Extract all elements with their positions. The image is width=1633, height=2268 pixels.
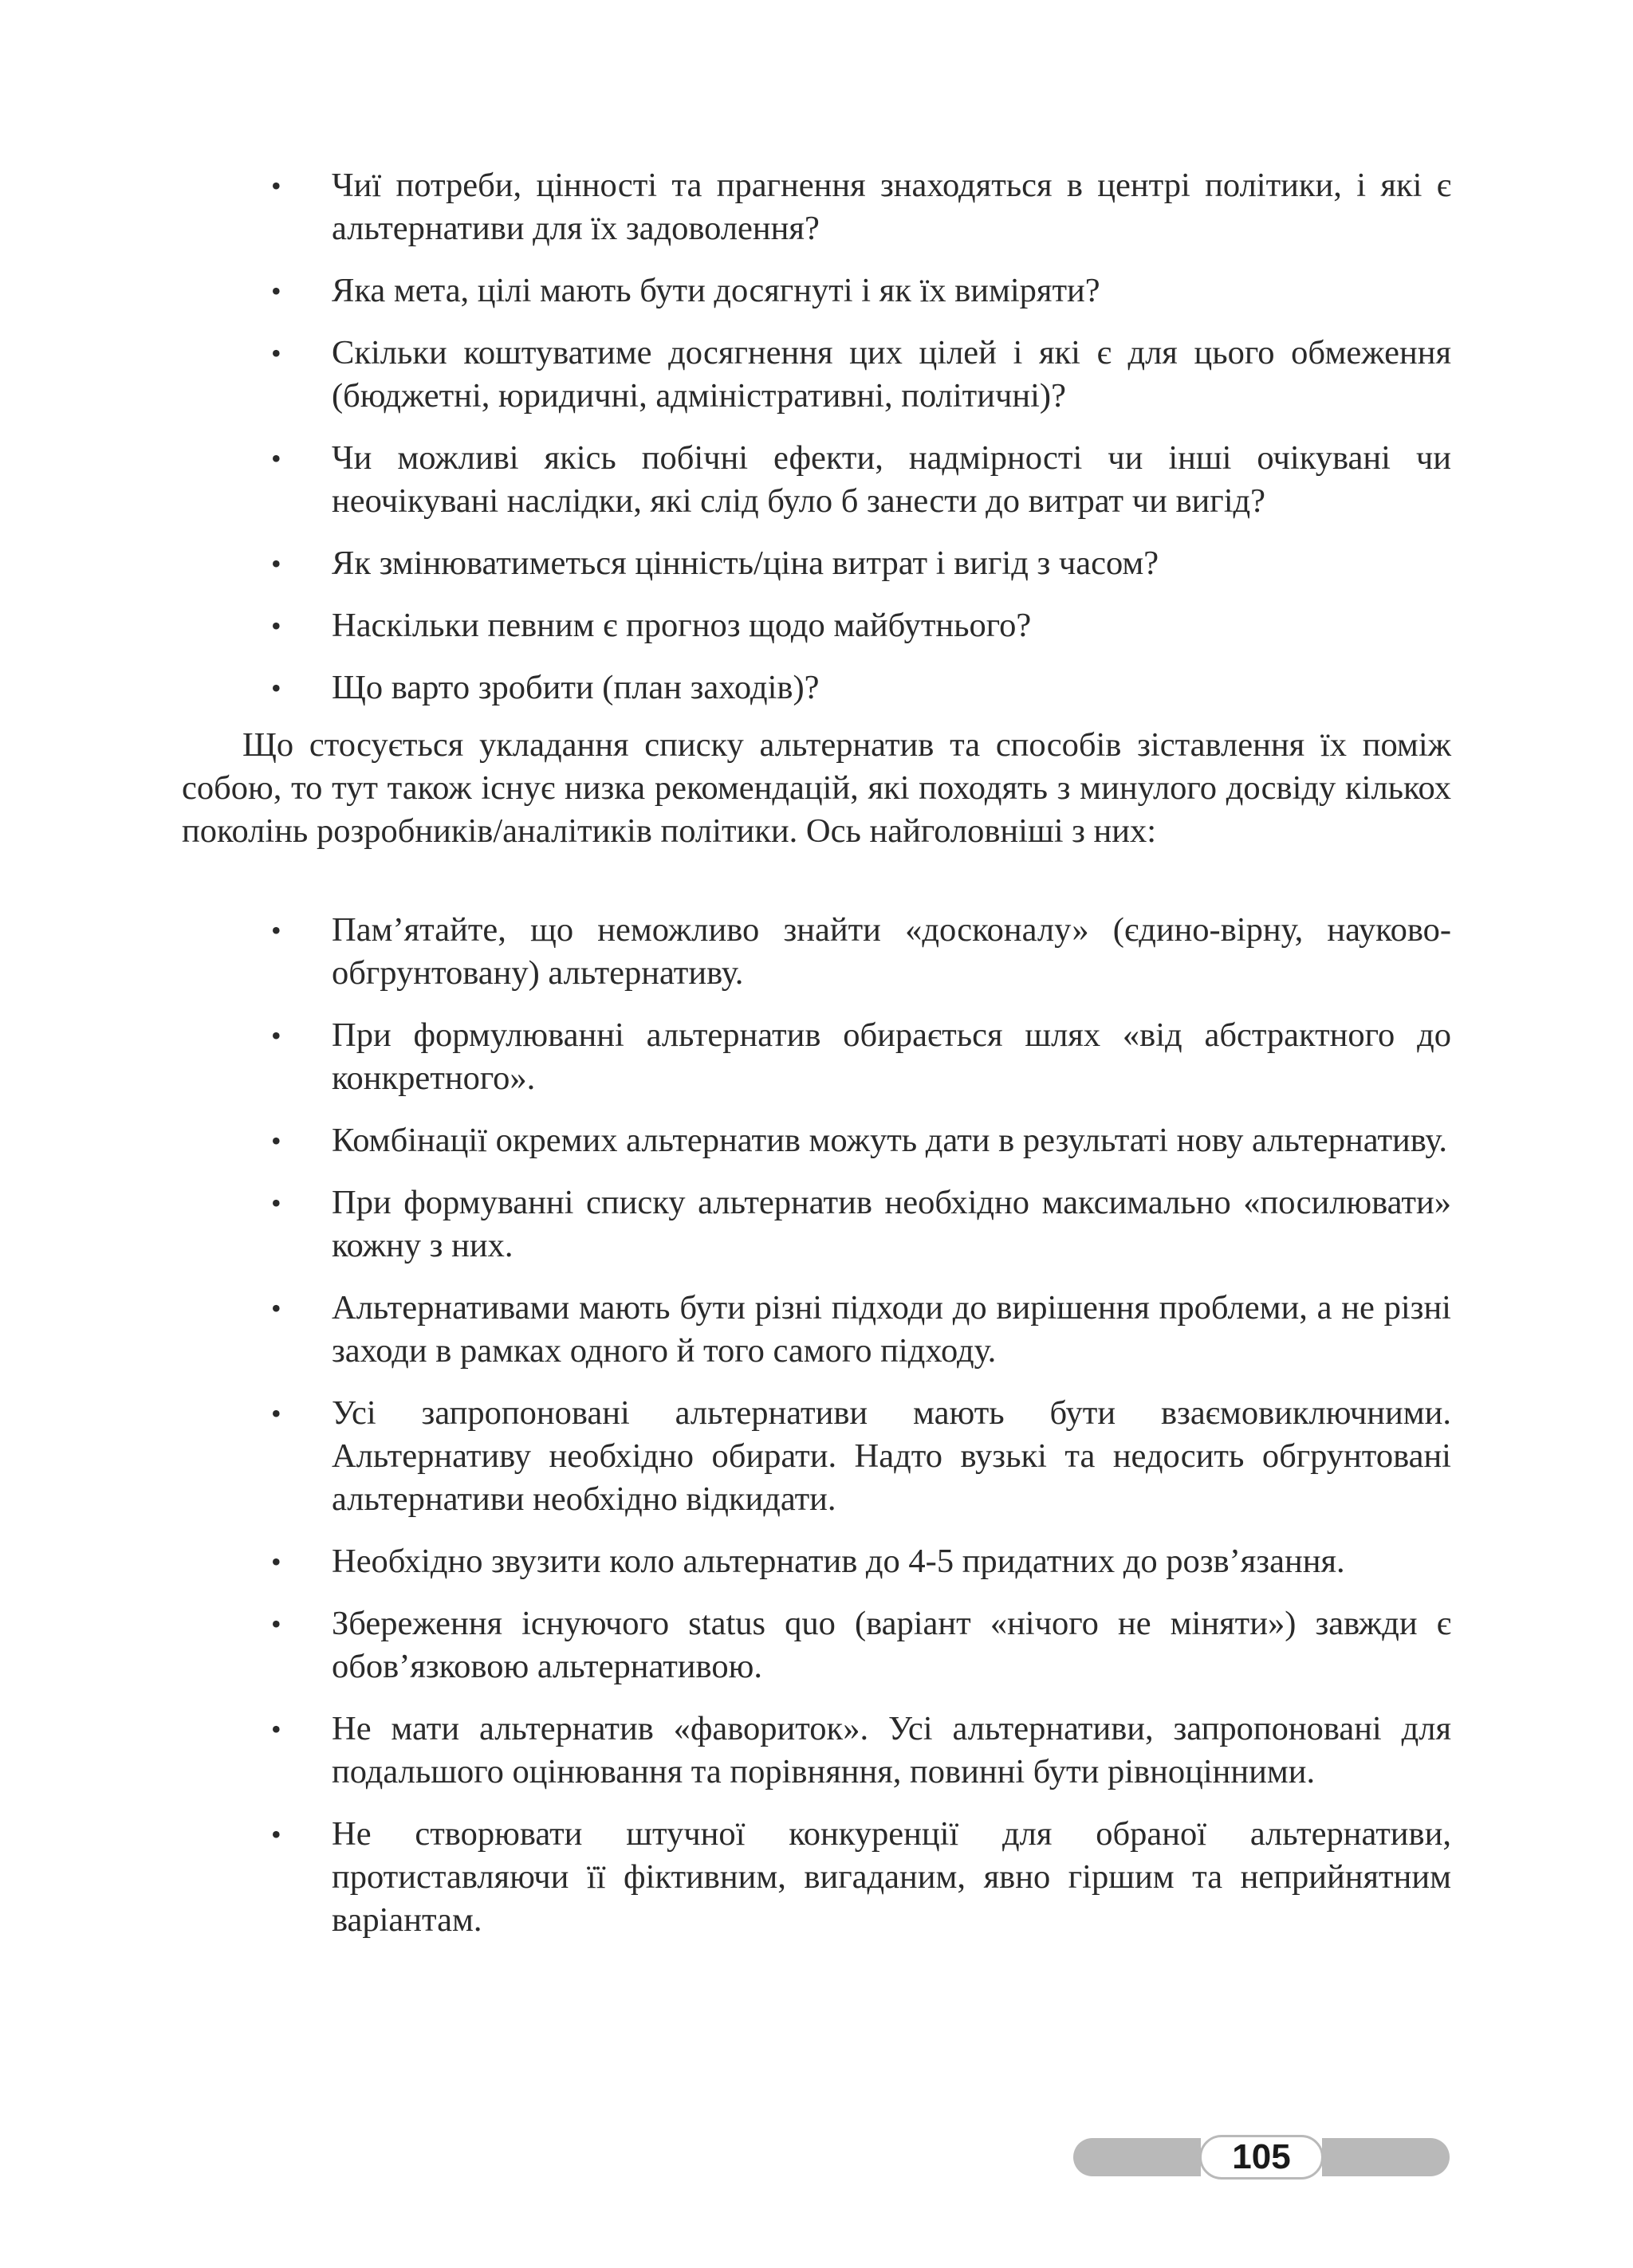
list-item — [271, 1287, 1451, 1373]
page-number: 105 — [1199, 2135, 1324, 2180]
bullet-icon: • — [271, 1125, 281, 1157]
list-item — [271, 1392, 1451, 1521]
bullet-icon: • — [271, 672, 281, 704]
bullet-icon: • — [271, 1020, 281, 1051]
bullet-icon: • — [271, 1397, 281, 1429]
list-item — [271, 604, 1451, 647]
bullet-icon: • — [271, 1187, 281, 1219]
list-item — [271, 1540, 1451, 1583]
footer-bar-right — [1322, 2138, 1450, 2176]
bullet-icon: • — [271, 610, 281, 642]
list-item-text: Скільки коштуватиме досягнення цих цілей і які є для цього обмеження (бюджетні, юридичні, адміністративні, політичні)? — [332, 334, 1451, 415]
list-item-text: Наскільки певним є прогноз щодо майбутнього? — [332, 607, 1032, 644]
list-item-text: Чиї потреби, цінності та прагнення знаходяться в центрі політики, і які є альтернативи для їх задоволення? — [332, 167, 1451, 247]
list-item-text: Альтернативами мають бути різні підходи до вирішення проблеми, а не різні заходи в рамках одного й того самого підходу. — [332, 1289, 1451, 1370]
bullet-icon: • — [271, 1713, 281, 1745]
list-item — [271, 164, 1451, 250]
list-item-text: Необхідно звузити коло альтернатив до 4-5 придатних до розв’язання. — [332, 1543, 1345, 1580]
list-item-text: Комбінації окремих альтернатив можуть дати в результаті нову альтернативу. — [332, 1122, 1448, 1159]
list-item-text: Не створювати штучної конкуренції для обраної альтернативи, протиставляючи її фіктивним, вигаданим, явно гіршим та неприйнятним варіантам. — [332, 1815, 1451, 1939]
question-list — [271, 164, 1451, 729]
list-item-text: При формулюванні альтернатив обирається шлях «від абстрактного до конкретного». — [332, 1016, 1451, 1097]
list-item-text: Як змінюватиметься цінність/ціна витрат і вигід з часом? — [332, 544, 1159, 582]
bullet-icon: • — [271, 1292, 281, 1324]
list-item — [271, 542, 1451, 585]
list-item-text: Яка мета, цілі мають бути досягнуті і як їх виміряти? — [332, 272, 1100, 309]
recommendation-list — [271, 909, 1451, 1961]
list-item — [271, 1014, 1451, 1100]
list-item — [271, 437, 1451, 523]
bullet-icon: • — [271, 170, 281, 202]
list-item — [271, 1708, 1451, 1794]
list-item — [271, 1119, 1451, 1162]
list-item-text: Збереження існуючого status quo (варіант «нічого не міняти») завжди є обов’язковою альтернативою. — [332, 1605, 1451, 1685]
list-item-text: Усі запропоновані альтернативи мають бути взаємовиключними. Альтернативу необхідно обирати. Надто вузькі та недосить обгрунтовані альтернативи необхідно відкидати. — [332, 1394, 1451, 1518]
list-item-text: Чи можливі якісь побічні ефекти, надмірності чи інші очікувані чи неочікувані наслідки, які слід було б занести до витрат чи вигід? — [332, 439, 1451, 520]
bullet-icon: • — [271, 1546, 281, 1578]
list-item-text: Пам’ятайте, що неможливо знайти «досконалу» (єдино-вірну, науково-обгрунтовану) альтернативу. — [332, 911, 1451, 992]
footer-bar-left — [1073, 2138, 1201, 2176]
list-item — [271, 1181, 1451, 1268]
list-item — [271, 909, 1451, 995]
bullet-icon: • — [271, 275, 281, 307]
bullet-icon: • — [271, 548, 281, 580]
list-item — [271, 666, 1451, 709]
body-paragraph: Що стосується укладання списку альтернатив та способів зіставлення їх поміж собою, то тут також існує низка рекомендацій, які походять з минулого досвіду кількох поколінь розробників/аналітиків політики. Ось найголовніші з них: — [182, 726, 1451, 850]
list-item-text: Що варто зробити (план заходів)? — [332, 669, 820, 706]
bullet-icon: • — [271, 1818, 281, 1850]
list-item-text: При формуванні списку альтернатив необхідно максимально «посилювати» кожну з них. — [332, 1184, 1451, 1264]
list-item — [271, 1813, 1451, 1942]
list-item — [271, 1602, 1451, 1688]
bullet-icon: • — [271, 1608, 281, 1640]
bullet-icon: • — [271, 442, 281, 474]
bullet-icon: • — [271, 337, 281, 369]
list-item-text: Не мати альтернатив «фавориток». Усі альтернативи, запропоновані для подальшого оцінювання та порівняння, повинні бути рівноцінними. — [332, 1710, 1451, 1790]
bullet-icon: • — [271, 914, 281, 946]
list-item — [271, 269, 1451, 312]
list-item — [271, 332, 1451, 418]
page-footer — [1073, 2135, 1450, 2180]
